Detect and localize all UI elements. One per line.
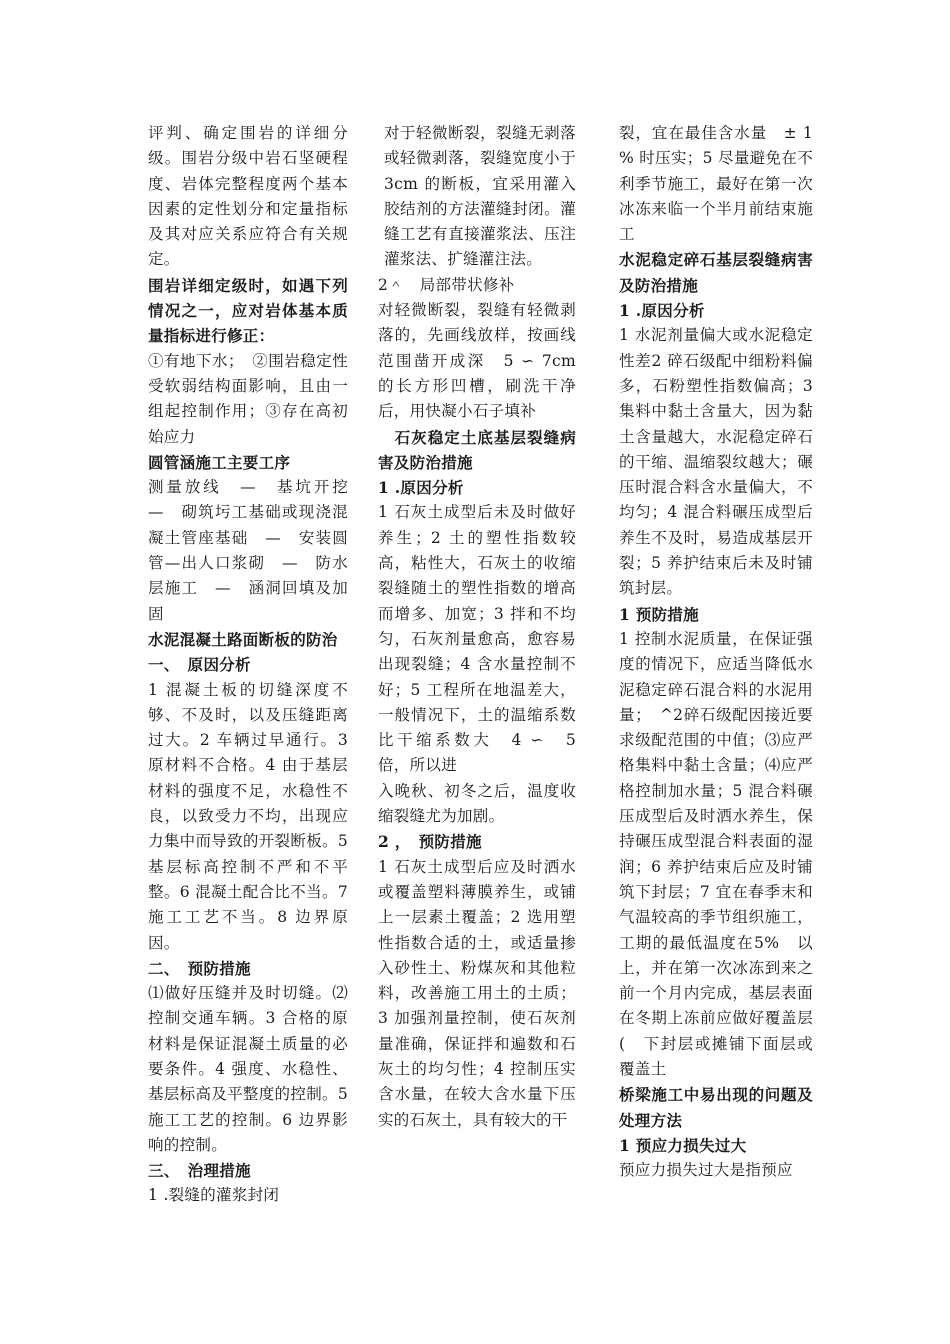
subsection-heading: 一、 原因分析 <box>148 655 251 675</box>
section-heading: 圆管涵施工主要工序 <box>148 452 291 472</box>
text-column-left <box>148 121 364 1209</box>
subsection-heading: 1 .原因分析 <box>619 301 705 321</box>
paragraph: 1 控制水泥质量，在保证强度的情况下，应适当降低水泥稳定碎石混合料的水泥用量； ^2碎石级配因接近要求级配范围的中值；⑶应严格集料中黏土含量；⑷应严格控制加水量；5 混合料碾压成型后及时洒水养生，保持碾压成型混合料表面的湿润；6 养护结束后应及时铺筑下封层；7 宜在春季末和气温较高的季节组织施工，工期的最低温度在5% 以上，并在第一次冰冻到来之前一个月内完成，基层表面在冬期上冻前应做好覆盖层( 下封层或摊铺下面层或覆盖土 <box>619 629 813 1078</box>
subsection-heading: 1 .原因分析 <box>378 478 464 498</box>
section-heading: 水泥稳定碎石基层裂缝病害及防治措施 <box>619 250 813 295</box>
subsection-heading: 2 ， 预防措施 <box>378 832 482 852</box>
text-column-middle <box>378 121 592 1133</box>
section-heading: 石灰稳定土底基层裂缝病害及防治措施 <box>378 427 576 472</box>
paragraph: 对于轻微断裂，裂缝无剥落或轻微剥落，裂缝宽度小于 3cm 的断板，宜采用灌入胶结剂的方法灌缝封闭。灌缝工艺有直接灌浆法、压注灌浆法、扩缝灌注法。 <box>384 124 592 269</box>
paragraph: 入晚秋、初冬之后，温度收缩裂缝尤为加剧。 <box>378 781 576 826</box>
section-heading: 桥梁施工中易出现的问题及处理方法 <box>619 1085 813 1130</box>
paragraph: 2＾ 局部带状修补 <box>378 275 515 294</box>
paragraph: 预应力损失过大是指预应 <box>619 1161 793 1180</box>
paragraph: 1 石灰土成型后应及时洒水或覆盖塑料薄膜养生，或铺上一层素土覆盖；2 选用塑性指数合适的土，或适量掺入砂性土、粉煤灰和其他粒料，改善施工用土的土质；3 加强剂量控制，使石灰剂量准确，保证拌和遍数和石灰土的均匀性；4 控制压实含水量，在较大含水量下压实的石灰土，具有较大的干 <box>378 857 576 1129</box>
paragraph: 对轻微断裂，裂缝有轻微剥落的，先画线放样，按画线范围凿开成深 5 ∽ 7cm 的长方形凹槽，刷洗干净后，用快凝小石子填补 <box>378 301 576 421</box>
paragraph: 1 混凝土板的切缝深度不够、不及时，以及压缝距离过大。2 车辆过早通行。3 原材料不合格。4 由于基层材料的强度不足，水稳性不良，以致受力不均，出现应力集中而导致的开裂断板。5 基层标高控制不严和不平整。6 混凝土配合比不当。7 施工工艺不当。8 边界原因。 <box>148 680 348 952</box>
section-heading: 水泥混凝土路面断板的防治 <box>148 629 338 649</box>
paragraph: ⑴做好压缝并及时切缝。⑵控制交通车辆。3 合格的原材料是保证混凝土质量的必要条件。4 强度、水稳性、基层标高及平整度的控制。5 施工工艺的控制。6 边界影响的控制。 <box>148 984 348 1154</box>
paragraph: 评判、确定围岩的详细分级。围岩分级中岩石坚硬程度、岩体完整程度两个基本因素的定性划分和定量指标及其对应关系应符合有关规定。 <box>148 124 348 269</box>
text-column-right <box>619 121 813 1183</box>
paragraph: 测量放线 — 基坑开挖 — 砌筑圬工基础或现浇混凝土管座基础 — 安装圆管—出人口浆砌 — 防水层施工 — 涵洞回填及加固 <box>148 478 364 623</box>
paragraph: 1 石灰土成型后未及时做好养生；2 土的塑性指数较高，粘性大，石灰土的收缩裂缝随土的塑性指数的增高而增多、加宽；3 拌和不均匀，石灰剂量愈高，愈容易出现裂缝；4 含水量控制不好；5 工程所在地温差大，一般情况下，土的温缩系数比干缩系数大 4 ∽ 5 倍，所以进 <box>378 503 576 775</box>
subsection-heading: 三、 治理措施 <box>148 1161 251 1181</box>
paragraph: 1 水泥剂量偏大或水泥稳定性差2 碎石级配中细粉料偏多，石粉塑性指数偏高；3 集料中黏土含量大，因为黏土含量越大，水泥稳定碎石的干缩、温缩裂纹越大；碾压时混合料含水量偏大，不均匀；4 混合料碾压成型后养生不及时，易造成基层开裂；5 养护结束后未及时铺筑封层。 <box>619 326 813 598</box>
subsection-heading: 二、 预防措施 <box>148 958 251 978</box>
subsection-heading: 1 预应力损失过大 <box>619 1135 747 1155</box>
section-heading: 围岩详细定级时，如遇下列情况之一，应对岩体基本质量指标进行修正： <box>148 275 348 346</box>
paragraph: ①有地下水； ②围岩稳定性受软弱结构面影响，且由一组起控制作用；③存在高初始应力 <box>148 351 348 446</box>
subsection-heading: 1 预防措施 <box>619 604 699 624</box>
paragraph: 裂，宜在最佳含水量 ± 1 % 时压实；5 尽量避免在不利季节施工，最好在第一次冰冻来临一个半月前结束施工 <box>619 124 813 244</box>
paragraph: 1 .裂缝的灌浆封闭 <box>148 1186 280 1205</box>
